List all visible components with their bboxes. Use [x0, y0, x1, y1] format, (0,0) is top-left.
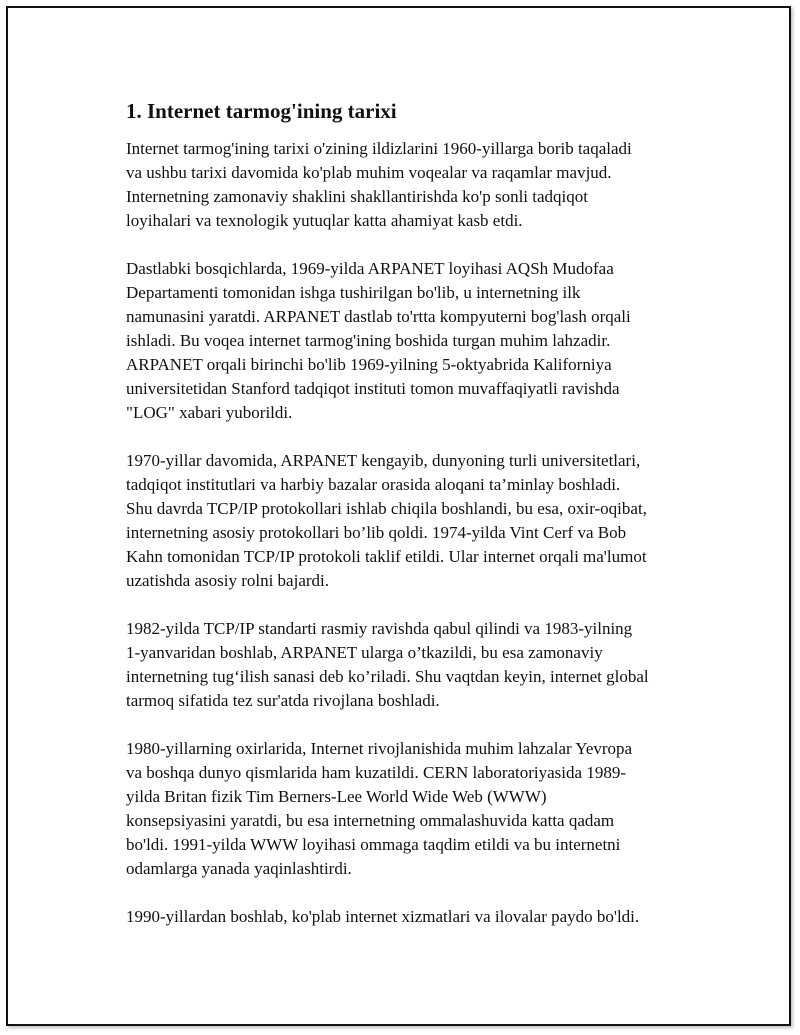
text-line: internetning asosiy protokollari bo’lib qoldi. 1974-yilda Vint Cerf va Bob: [126, 523, 627, 543]
text-line: yilda Britan fizik Tim Berners-Lee World Wide Web (WWW): [126, 787, 547, 807]
page-frame: [6, 6, 791, 1026]
paragraph: [126, 257, 701, 425]
paragraph: [126, 449, 701, 593]
text-line: 1982-yilda TCP/IP standarti rasmiy ravishda qabul qilindi va 1983-yilning: [126, 619, 633, 639]
text-line: Kahn tomonidan TCP/IP protokoli taklif etildi. Ular internet orqali ma'lumot: [126, 547, 647, 567]
text-line: uzatishda asosiy rolni bajardi.: [126, 571, 330, 591]
text-line: namunasini yaratdi. ARPANET dastlab to'rtta kompyuterni bog'lash orqali: [126, 307, 631, 327]
text-line: va ushbu tarixi davomida ko'plab muhim voqealar va raqamlar mavjud.: [126, 163, 612, 183]
text-line: tarmoq sifatida tez sur'atda rivojlana boshladi.: [126, 691, 440, 711]
text-line: 1-yanvaridan boshlab, ARPANET ularga o’tkazildi, bu esa zamonaviy: [126, 643, 603, 663]
text-line: internetning tug‘ilish sanasi deb ko’riladi. Shu vaqtdan keyin, internet global: [126, 667, 649, 687]
text-line: 1990-yillardan boshlab, ko'plab internet xizmatlari va ilovalar paydo bo'ldi.: [126, 907, 640, 927]
text-line: Departamenti tomonidan ishga tushirilgan bo'lib, u internetning ilk: [126, 283, 581, 303]
text-line: va boshqa dunyo qismlarida ham kuzatildi. CERN laboratoriyasida 1989-: [126, 763, 626, 783]
paragraph: [126, 905, 701, 929]
paragraph: [126, 737, 701, 881]
text-line: konsepsiyasini yaratdi, bu esa internetning ommalashuvida katta qadam: [126, 811, 615, 831]
text-line: "LOG" xabari yuborildi.: [126, 403, 293, 423]
text-line: tadqiqot institutlari va harbiy bazalar orasida aloqani ta’minlay boshladi.: [126, 475, 621, 495]
paragraph: [126, 617, 701, 713]
paragraph: [126, 137, 701, 233]
document-body: [126, 98, 701, 953]
text-line: Dastlabki bosqichlarda, 1969-yilda ARPANET loyihasi AQSh Mudofaa: [126, 259, 614, 279]
text-line: ARPANET orqali birinchi bo'lib 1969-yilning 5-oktyabrida Kaliforniya: [126, 355, 612, 375]
text-line: bo'ldi. 1991-yilda WWW loyihasi ommaga taqdim etildi va bu internetni: [126, 835, 621, 855]
text-line: Shu davrda TCP/IP protokollari ishlab chiqila boshlandi, bu esa, oxir-oqibat,: [126, 499, 647, 519]
document-heading: 1. Internet tarmog'ining tarixi: [126, 99, 397, 123]
text-line: odamlarga yanada yaqinlashtirdi.: [126, 859, 352, 879]
text-line: ishladi. Bu voqea internet tarmog'ining boshida turgan muhim lahzadir.: [126, 331, 611, 351]
text-line: loyihalari va texnologik yutuqlar katta ahamiyat kasb etdi.: [126, 211, 523, 231]
text-line: 1980-yillarning oxirlarida, Internet rivojlanishida muhim lahzalar Yevropa: [126, 739, 633, 759]
text-line: Internet tarmog'ining tarixi o'zining ildizlarini 1960-yillarga borib taqaladi: [126, 139, 632, 159]
text-line: universitetidan Stanford tadqiqot instituti tomon muvaffaqiyatli ravishda: [126, 379, 620, 399]
text-line: 1970-yillar davomida, ARPANET kengayib, dunyoning turli universitetlari,: [126, 451, 641, 471]
text-line: Internetning zamonaviy shaklini shakllantirishda ko'p sonli tadqiqot: [126, 187, 588, 207]
